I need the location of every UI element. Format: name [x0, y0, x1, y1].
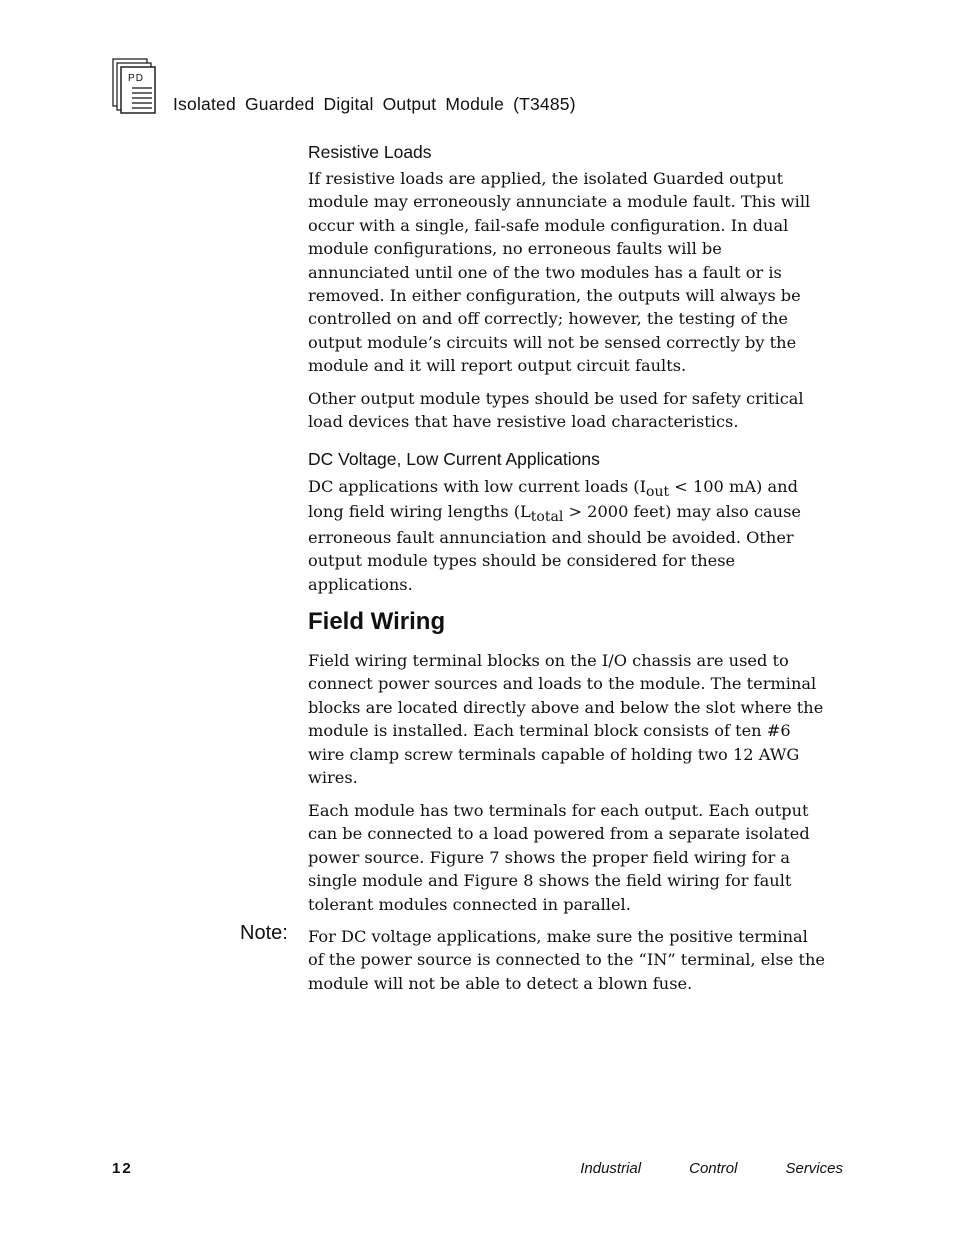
dc-voltage-paragraph: [308, 475, 853, 596]
logo-text: PD: [128, 73, 144, 84]
text-line: removed. In either configuration, the outputs will always be: [308, 286, 801, 306]
resistive-loads-paragraph-1: [308, 167, 853, 378]
text-line: blocks are located directly above and below the slot where the: [308, 697, 824, 717]
document-title: Isolated Guarded Digital Output Module (T3485): [173, 94, 576, 114]
text-line: For DC voltage applications, make sure the positive terminal: [308, 927, 808, 946]
text-line: occur with a single, fail-safe module configuration. In dual: [308, 215, 789, 235]
text-line: Other output module types should be used for safety critical: [308, 389, 804, 408]
subscript-total: total: [530, 509, 564, 526]
text-line: module may erroneously annunciate a module fault. This will: [308, 192, 811, 212]
note-label: Note:: [240, 922, 288, 944]
text-line: tolerant modules connected in parallel.: [308, 894, 631, 914]
text-line: controlled on and off correctly; however, the testing of the: [308, 309, 788, 329]
dc-voltage-heading: DC Voltage, Low Current Applications: [308, 449, 600, 469]
resistive-loads-paragraph-2: [308, 387, 853, 434]
text-line: DC applications with low current loads (Iout < 100 mA) and: [308, 477, 798, 500]
text-line: module configurations, no erroneous faults will be: [308, 239, 722, 259]
text-line: applications.: [308, 574, 413, 594]
publisher-word: Control: [689, 1160, 738, 1177]
text-line: of the power source is connected to the “IN” terminal, else the: [308, 950, 826, 970]
note-paragraph: [308, 925, 853, 995]
text-line: single module and Figure 8 shows the field wiring for fault: [308, 871, 792, 891]
text-line: If resistive loads are applied, the isolated Guarded output: [308, 169, 784, 188]
text-line: wires.: [308, 768, 358, 788]
field-wiring-paragraph-1: [308, 649, 853, 789]
text-line: annunciated until one of the two modules has a fault or is: [308, 262, 782, 282]
field-wiring-heading: Field Wiring: [308, 608, 446, 635]
publisher-word: Industrial: [580, 1160, 642, 1177]
text-line: module is installed. Each terminal block consists of ten #6: [308, 721, 791, 741]
text-line: Each module has two terminals for each output. Each output: [308, 801, 809, 820]
document-logo-icon: [112, 58, 156, 114]
text-line: Field wiring terminal blocks on the I/O chassis are used to: [308, 651, 789, 670]
text-line: output module’s circuits will not be sensed correctly by the: [308, 332, 797, 352]
text-line: long field wiring lengths (Ltotal > 2000 feet) may also cause: [308, 502, 801, 526]
text-line: connect power sources and loads to the module. The terminal: [308, 674, 817, 694]
text-line: module and it will report output circuit faults.: [308, 356, 687, 376]
text-line: output module types should be considered for these: [308, 551, 736, 571]
publisher-name: [580, 1160, 843, 1177]
text-line: wire clamp screw terminals capable of holding two 12 AWG: [308, 744, 800, 764]
text-line: module will not be able to detect a blown fuse.: [308, 973, 693, 993]
resistive-loads-heading: Resistive Loads: [308, 142, 432, 162]
page-number: 12: [112, 1160, 133, 1177]
text-line: load devices that have resistive load characteristics.: [308, 412, 739, 432]
field-wiring-paragraph-2: [308, 799, 853, 916]
subscript-out: out: [646, 484, 670, 500]
text-line: erroneous fault annunciation and should be avoided. Other: [308, 527, 794, 547]
text-line: power source. Figure 7 shows the proper field wiring for a: [308, 847, 791, 867]
publisher-word: Services: [785, 1160, 843, 1177]
text-line: can be connected to a load powered from a separate isolated: [308, 824, 810, 844]
